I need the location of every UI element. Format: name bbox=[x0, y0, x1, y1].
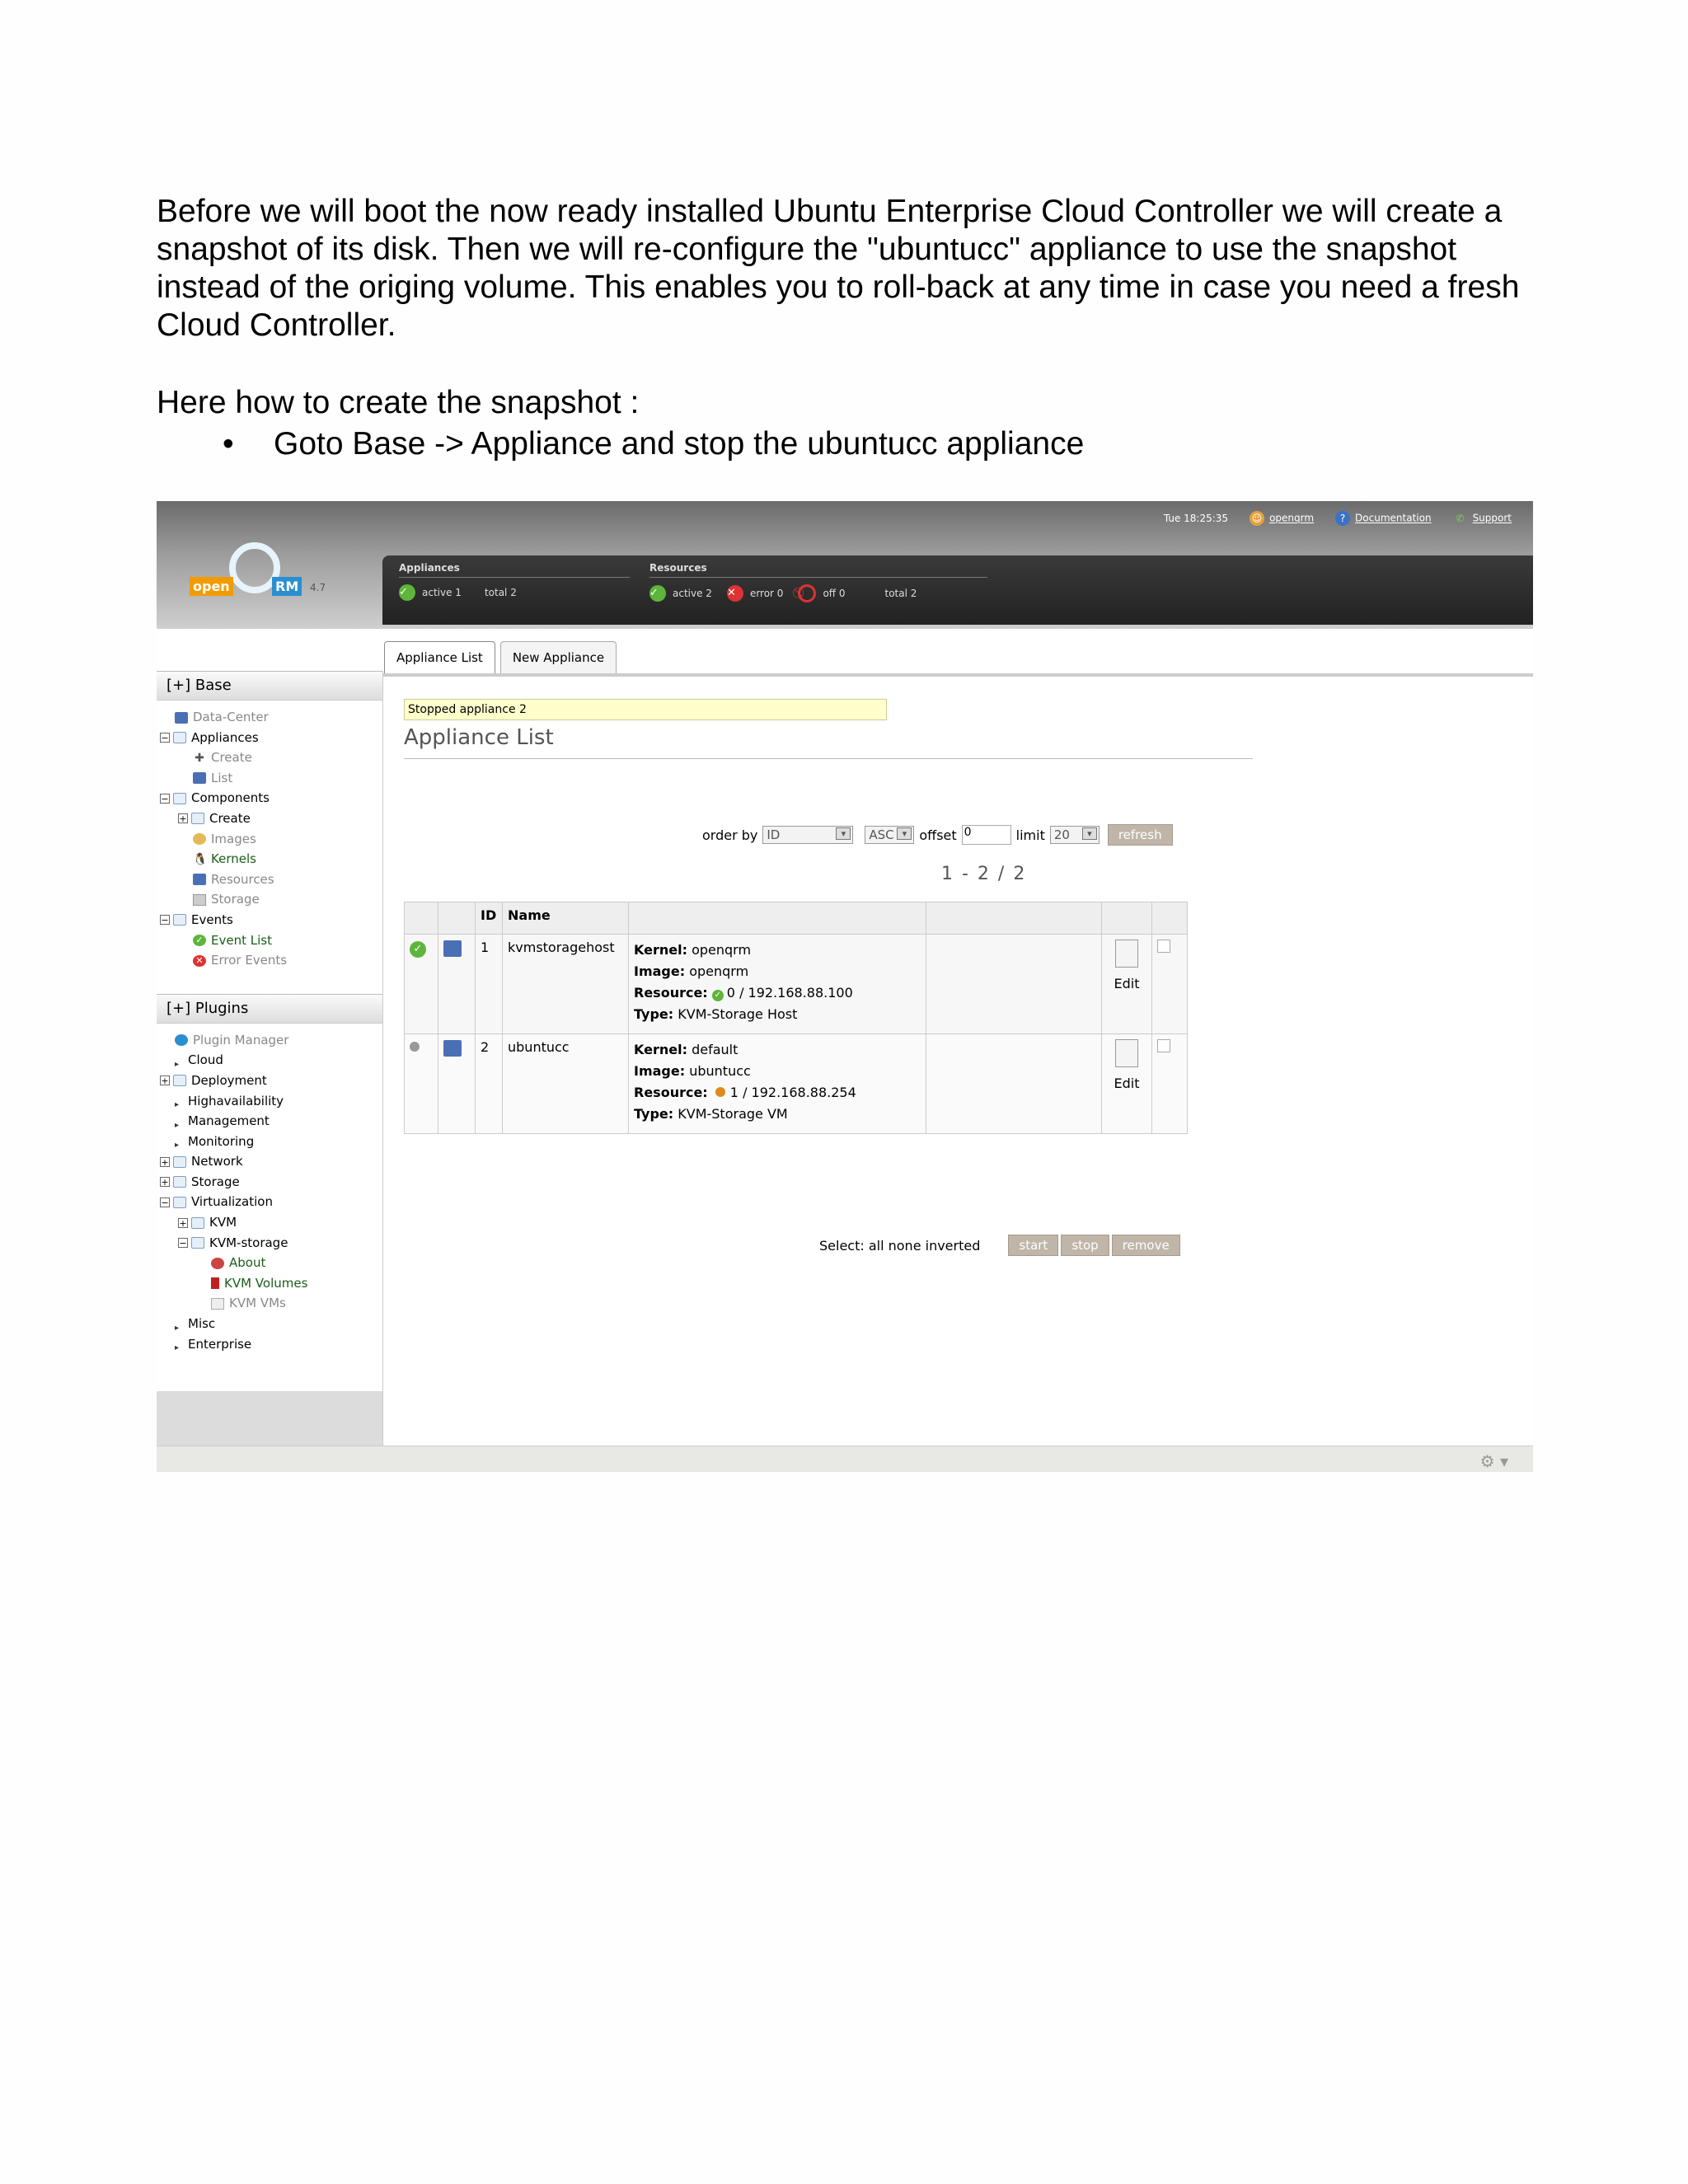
storage-icon bbox=[193, 894, 206, 906]
resource-label: Resource: bbox=[634, 985, 708, 1001]
sidebar-item-components[interactable] bbox=[160, 788, 382, 808]
check-icon: ✓ bbox=[399, 584, 415, 601]
edit-cell[interactable] bbox=[1102, 935, 1152, 1034]
appliance-table bbox=[404, 902, 1188, 1134]
kernel-value: default bbox=[692, 1042, 738, 1057]
edit-label[interactable]: Edit bbox=[1114, 1076, 1140, 1091]
bulk-actions bbox=[819, 1235, 1180, 1256]
tux-icon: 🐧 bbox=[193, 852, 208, 866]
topbar-links bbox=[1164, 511, 1512, 526]
doc-paragraph-text: Before we will boot the now ready installed Ubuntu Enterprise Cloud Controller we will create a snapshot of its disk. Then we will re-configure the "ubuntucc" appliance to use the snapshot instead of the origing volume. This enables you to roll-back at any time in case you need a fresh Cloud Controller. bbox=[157, 194, 1520, 343]
sidebar-item-resources[interactable] bbox=[175, 869, 382, 890]
kernel-value: openqrm bbox=[692, 942, 752, 958]
extra-cell bbox=[926, 1034, 1102, 1134]
label: Storage bbox=[211, 892, 260, 907]
name-cell: ubuntucc bbox=[503, 1034, 629, 1134]
image-value: ubuntucc bbox=[689, 1063, 751, 1079]
edit-cell[interactable] bbox=[1102, 1034, 1152, 1134]
table-row[interactable] bbox=[405, 1034, 1188, 1134]
sidebar-item-enterprise[interactable] bbox=[175, 1334, 382, 1355]
sidebar-item-data-center[interactable] bbox=[175, 707, 382, 728]
folder-icon bbox=[191, 1237, 204, 1249]
user-icon: ☺ bbox=[1250, 511, 1264, 526]
label: KVM bbox=[209, 1215, 237, 1230]
label: Deployment bbox=[191, 1072, 267, 1088]
appliances-active bbox=[399, 584, 462, 601]
phone-icon: ✆ bbox=[1456, 513, 1465, 524]
label: Storage bbox=[191, 1174, 240, 1189]
check-icon: ✓ bbox=[193, 935, 206, 946]
list-icon bbox=[193, 772, 206, 784]
image-label: Image: bbox=[634, 1063, 686, 1079]
clock: Tue 18:25:35 bbox=[1163, 513, 1229, 524]
status-bar bbox=[382, 555, 1533, 625]
image-value: openqrm bbox=[689, 963, 749, 979]
resource-value: 0 / 192.168.88.100 bbox=[726, 985, 853, 1001]
label: Event List bbox=[211, 932, 272, 948]
label: Monitoring bbox=[188, 1133, 255, 1149]
kernel-label: Kernel: bbox=[634, 942, 687, 958]
vm-icon bbox=[211, 1298, 224, 1310]
triangle-right-icon: ▸ bbox=[175, 1059, 180, 1069]
row-checkbox[interactable] bbox=[1157, 1039, 1170, 1052]
select-cell bbox=[1152, 935, 1188, 1034]
select-cell bbox=[1152, 1034, 1188, 1134]
base-tree bbox=[157, 701, 382, 977]
folder-icon bbox=[173, 1197, 186, 1208]
label: Management bbox=[188, 1113, 270, 1129]
id-cell: 2 bbox=[476, 1034, 503, 1134]
folder-icon bbox=[173, 732, 186, 743]
row-checkbox[interactable] bbox=[1157, 940, 1170, 953]
tab-underline bbox=[382, 673, 1533, 677]
label: Network bbox=[191, 1154, 243, 1169]
logo-version: 4.7 bbox=[310, 582, 326, 593]
list-controls bbox=[702, 824, 1173, 846]
triangle-right-icon: ▸ bbox=[175, 1120, 180, 1130]
remove-button[interactable]: remove bbox=[1112, 1235, 1180, 1256]
plugin-icon bbox=[175, 1034, 188, 1046]
sidebar-item-error-events[interactable] bbox=[175, 950, 382, 971]
col-state bbox=[405, 902, 438, 935]
expand-icon: + bbox=[161, 1076, 169, 1087]
resources-icon bbox=[193, 874, 206, 885]
sidebar-item-kernels[interactable] bbox=[175, 849, 382, 869]
appliances-status bbox=[399, 562, 630, 601]
support-link-wrap bbox=[1453, 511, 1512, 526]
sidebar-item-highavailability[interactable] bbox=[175, 1091, 382, 1112]
resources-active-text: active 2 bbox=[673, 588, 712, 599]
col-select bbox=[1152, 902, 1188, 935]
bullet-text: Goto Base -> Appliance and stop the ubuntucc appliance bbox=[274, 426, 1085, 462]
sidebar-item-events[interactable] bbox=[160, 910, 382, 930]
logo-rm: RM bbox=[272, 577, 302, 596]
datacenter-icon bbox=[175, 712, 188, 724]
support-link[interactable]: Support bbox=[1472, 512, 1512, 524]
label: Cloud bbox=[188, 1052, 223, 1068]
label: Plugin Manager bbox=[193, 1032, 289, 1047]
appliances-status-title: Appliances bbox=[399, 562, 630, 578]
volume-icon bbox=[211, 1277, 219, 1289]
sidebar-item-kvm-volumes[interactable] bbox=[175, 1273, 382, 1294]
status-message: Stopped appliance 2 bbox=[404, 699, 887, 720]
image-label: Image: bbox=[634, 963, 686, 979]
resources-error-text: error 0 bbox=[749, 588, 784, 599]
images-icon bbox=[193, 833, 206, 845]
details-cell bbox=[629, 1034, 926, 1134]
tab-appliance-list[interactable]: Appliance List bbox=[384, 641, 495, 673]
label: Resources bbox=[211, 871, 274, 887]
triangle-right-icon: ▸ bbox=[175, 1100, 180, 1109]
folder-icon bbox=[173, 914, 186, 926]
label: Create bbox=[209, 810, 251, 826]
doc-link-wrap bbox=[1335, 511, 1432, 526]
resources-active bbox=[649, 585, 712, 602]
label: Enterprise bbox=[188, 1336, 252, 1352]
doc-paragraph bbox=[157, 193, 1541, 344]
label: Data-Center bbox=[193, 710, 269, 724]
col-edit bbox=[1102, 902, 1152, 935]
resources-status bbox=[649, 562, 987, 602]
sidebar-item-kvm-vms[interactable] bbox=[175, 1293, 382, 1314]
offset-label: offset bbox=[919, 827, 957, 843]
folder-icon bbox=[173, 1176, 186, 1188]
off-icon bbox=[798, 584, 816, 602]
type-value: KVM-Storage VM bbox=[678, 1106, 788, 1122]
sidebar-item-cloud[interactable] bbox=[175, 1050, 382, 1071]
sidebar-item-appliance-list[interactable] bbox=[175, 768, 382, 789]
footer-bar bbox=[157, 1446, 1533, 1472]
folder-icon bbox=[173, 1075, 186, 1086]
col-details bbox=[629, 902, 926, 935]
state-cell bbox=[405, 935, 438, 1034]
user-link[interactable]: openqrm bbox=[1269, 512, 1315, 524]
sidebar-item-kvm[interactable] bbox=[160, 1212, 382, 1233]
server-icon bbox=[443, 1040, 462, 1057]
label: KVM-storage bbox=[209, 1235, 288, 1250]
server-icon bbox=[443, 940, 462, 957]
label: Kernels bbox=[211, 851, 256, 867]
appliances-active-text: active 1 bbox=[422, 587, 462, 598]
sidebar-item-event-list[interactable] bbox=[175, 930, 382, 951]
about-icon bbox=[211, 1258, 224, 1269]
sidebar-base-header[interactable]: [+] Base bbox=[157, 671, 382, 701]
type-label: Type: bbox=[634, 1106, 674, 1122]
label: Misc bbox=[188, 1316, 216, 1332]
check-icon: ✓ bbox=[649, 585, 666, 602]
kernel-line bbox=[634, 1039, 921, 1061]
resource-value: 1 / 192.168.88.254 bbox=[729, 1085, 856, 1100]
id-cell: 1 bbox=[476, 935, 503, 1034]
doc-heading: Here how to create the snapshot : bbox=[157, 385, 640, 420]
resource-line bbox=[634, 1082, 921, 1104]
resources-off bbox=[798, 584, 845, 602]
doc-bullet bbox=[223, 425, 1084, 463]
resources-error bbox=[727, 585, 784, 602]
label: Virtualization bbox=[191, 1194, 273, 1210]
action-buttons bbox=[1008, 1235, 1179, 1256]
sidebar-item-plugin-storage[interactable] bbox=[160, 1172, 382, 1193]
type-value: KVM-Storage Host bbox=[678, 1006, 798, 1022]
sidebar-footer bbox=[157, 1391, 382, 1449]
col-name[interactable]: Name bbox=[503, 902, 629, 935]
stop-button[interactable]: stop bbox=[1061, 1235, 1109, 1256]
col-icon bbox=[438, 902, 476, 935]
openqrm-logo bbox=[190, 542, 330, 612]
expand-icon: + bbox=[161, 1156, 169, 1168]
order-by-select[interactable]: ID ▾ bbox=[762, 826, 853, 844]
sidebar-item-kvm-storage[interactable] bbox=[160, 1233, 382, 1254]
edit-icon[interactable] bbox=[1115, 1039, 1138, 1067]
resources-status-row bbox=[649, 584, 987, 602]
table-row[interactable] bbox=[405, 935, 1188, 1034]
tab-new-appliance[interactable]: New Appliance bbox=[500, 641, 617, 673]
type-label: Type: bbox=[634, 1006, 674, 1022]
resources-status-title: Resources bbox=[649, 562, 987, 578]
label: KVM VMs bbox=[229, 1296, 286, 1311]
error-icon: ✕ bbox=[193, 955, 206, 967]
sidebar-item-storage[interactable] bbox=[175, 889, 382, 910]
appliances-total: total 2 bbox=[484, 587, 517, 598]
limit-label: limit bbox=[1015, 827, 1045, 843]
sidebar bbox=[157, 671, 383, 1472]
edit-label[interactable]: Edit bbox=[1114, 976, 1140, 991]
sidebar-item-appliances[interactable] bbox=[160, 728, 382, 748]
sidebar-item-monitoring[interactable] bbox=[175, 1132, 382, 1152]
label: Create bbox=[211, 750, 252, 766]
col-extra bbox=[926, 902, 1102, 935]
collapse-icon: − bbox=[161, 793, 169, 804]
resources-total: total 2 bbox=[884, 588, 917, 599]
sidebar-item-images[interactable] bbox=[175, 829, 382, 850]
sidebar-item-virtualization[interactable] bbox=[160, 1192, 382, 1212]
extra-cell bbox=[926, 935, 1102, 1034]
label: Appliances bbox=[191, 729, 259, 745]
expand-icon: + bbox=[179, 1217, 187, 1229]
collapse-icon: − bbox=[161, 1197, 169, 1208]
kernel-label: Kernel: bbox=[634, 1042, 687, 1057]
resource-active-icon: ✓ bbox=[712, 990, 724, 1001]
limit-select[interactable]: 20 ▾ bbox=[1050, 826, 1100, 844]
error-icon: ✕ bbox=[727, 585, 743, 602]
resource-label: Resource: bbox=[634, 1085, 708, 1100]
image-line bbox=[634, 961, 921, 982]
logo-open: open bbox=[190, 577, 233, 596]
label: List bbox=[211, 770, 233, 785]
expand-icon: + bbox=[161, 1177, 169, 1188]
offset-input[interactable]: 0 bbox=[962, 825, 1011, 845]
resource-status-icon bbox=[715, 1087, 725, 1097]
label: Components bbox=[191, 790, 270, 806]
state-cell bbox=[405, 1034, 438, 1134]
sidebar-item-network[interactable] bbox=[160, 1151, 382, 1172]
label: Error Events bbox=[211, 953, 288, 968]
sidebar-item-about[interactable] bbox=[175, 1253, 382, 1273]
tab-strip bbox=[384, 641, 617, 673]
label: Images bbox=[211, 831, 256, 846]
user-link-wrap bbox=[1250, 511, 1314, 526]
refresh-button[interactable]: refresh bbox=[1108, 824, 1173, 846]
folder-icon bbox=[191, 813, 204, 824]
triangle-right-icon: ▸ bbox=[175, 1141, 180, 1151]
pager: 1 - 2 / 2 bbox=[941, 864, 1027, 884]
folder-icon bbox=[173, 1156, 186, 1168]
help-icon: ? bbox=[1335, 511, 1350, 526]
folder-icon bbox=[173, 793, 186, 804]
plugins-tree bbox=[157, 1024, 382, 1361]
triangle-right-icon: ▸ bbox=[175, 1323, 180, 1333]
kernel-line bbox=[634, 940, 921, 961]
name-cell: kvmstoragehost bbox=[503, 935, 629, 1034]
sidebar-item-components-create[interactable] bbox=[160, 808, 382, 829]
select-links[interactable]: Select: all none inverted bbox=[819, 1237, 981, 1254]
label: About bbox=[229, 1255, 266, 1271]
collapse-icon: − bbox=[161, 733, 169, 744]
details-cell bbox=[629, 935, 926, 1034]
resource-line bbox=[634, 982, 921, 1004]
expand-icon: + bbox=[179, 813, 187, 825]
triangle-right-icon: ▸ bbox=[175, 1343, 180, 1353]
table-header bbox=[405, 902, 1188, 935]
type-line bbox=[634, 1004, 921, 1025]
label: Highavailability bbox=[188, 1093, 284, 1108]
sidebar-item-misc[interactable] bbox=[175, 1314, 382, 1334]
page-title: Appliance List bbox=[404, 725, 1253, 759]
type-icon-cell bbox=[438, 935, 476, 1034]
documentation-link[interactable]: Documentation bbox=[1355, 512, 1432, 524]
order-by-label: order by bbox=[702, 827, 758, 843]
sidebar-item-deployment[interactable] bbox=[160, 1071, 382, 1091]
main-content bbox=[404, 699, 1525, 1254]
openqrm-screenshot bbox=[157, 501, 1533, 1472]
collapse-icon: − bbox=[179, 1238, 187, 1249]
edit-icon[interactable] bbox=[1115, 940, 1138, 968]
collapse-icon: − bbox=[161, 915, 169, 926]
resources-off-text: off 0 bbox=[823, 588, 846, 599]
inactive-icon bbox=[410, 1042, 420, 1052]
direction-select[interactable]: ASC ▾ bbox=[865, 826, 914, 844]
image-line bbox=[634, 1061, 921, 1082]
type-line bbox=[634, 1104, 921, 1125]
col-id[interactable]: ID bbox=[476, 902, 503, 935]
folder-icon bbox=[191, 1217, 204, 1229]
label: Events bbox=[191, 912, 233, 927]
sidebar-item-management[interactable] bbox=[175, 1111, 382, 1132]
appliances-status-row bbox=[399, 584, 630, 601]
plus-icon: ✚ bbox=[195, 751, 204, 765]
sidebar-item-plugin-manager[interactable] bbox=[175, 1030, 382, 1051]
sidebar-item-appliance-create[interactable] bbox=[175, 748, 382, 768]
start-button[interactable]: start bbox=[1008, 1235, 1058, 1256]
type-icon-cell bbox=[438, 1034, 476, 1134]
bullet-marker: • bbox=[223, 426, 234, 462]
gear-icon[interactable]: ⚙ ▾ bbox=[1479, 1451, 1508, 1471]
sidebar-plugins-header[interactable]: [+] Plugins bbox=[157, 994, 382, 1024]
active-icon: ✓ bbox=[410, 941, 426, 958]
label: KVM Volumes bbox=[224, 1275, 308, 1291]
